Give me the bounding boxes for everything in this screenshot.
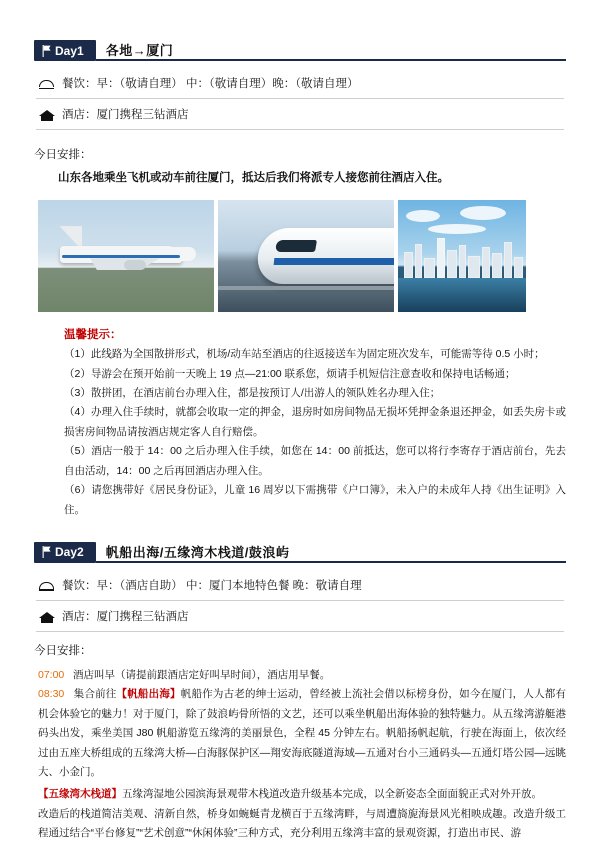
attraction-paragraph (38, 785, 566, 804)
schedule-text: 帆船作为古老的绅士运动，曾经被上流社会借以标榜身份，如今在厦门，人人都有机会体验它的魅力！对于厦门，除了鼓浪屿骨所悟的文艺，还可以乘坐帆船出海体验的独特魅力。从五缘湾游艇港码头出发，乘坐美国 J80 帆船游览五缘湾的美丽景色，全程 45 分钟左右。帆船扬帆起航，行驶在海面上，依次经过由五座大桥组成的五缘湾大桥—白海豚保护区—翔安海底隧道海域—五通对台小三通码头—五通灯塔公园—远眺大、小金门。 (38, 688, 567, 779)
airplane-photo (38, 200, 214, 312)
day1-badge (34, 40, 96, 61)
day1-hotel-text: 酒店：厦门携程三钻酒店 (62, 109, 189, 121)
schedule-time: 08:30 (38, 688, 65, 701)
day2-hotel-row (38, 608, 566, 624)
day1-tips-list (64, 345, 566, 520)
flag-icon (42, 546, 52, 558)
day1-schedule-text: 山东各地乘坐飞机或动车前往厦门，抵达后我们将派专人接您前往酒店入住。 (58, 172, 449, 184)
schedule-time: 07:00 (38, 668, 65, 681)
tip-item: （4）办理入住手续时，就都会收取一定的押金，退房时如房间物品无损坏凭押金条退还押金，如丢失房卡或损害房间物品请按酒店规定客人自行赔偿。 (64, 406, 566, 438)
train-photo (218, 200, 394, 312)
tip-item: （5）酒店一般于 14：00 之后办理入住手续，如您在 14：00 前抵达，您可以将行李寄存于酒店前台，先去自由活动，14：00 之后再回酒店办理入住。 (64, 445, 566, 477)
attraction-link[interactable]: 【帆船出海】 (116, 688, 181, 701)
meal-icon (38, 76, 56, 90)
day2-title: 帆船出海/五缘湾木栈道/鼓浪屿 (96, 542, 566, 563)
day2-divider-2 (36, 631, 564, 632)
day1-badge-label: Day1 (55, 43, 84, 58)
day2-badge-label: Day2 (55, 545, 84, 560)
day1-tips-title: 温馨提示： (64, 329, 122, 342)
meal-icon (38, 578, 56, 592)
day1-divider-1 (36, 98, 564, 99)
tip-item: （1）此线路为全国散拼形式，机场/动车站至酒店的往返接送车为固定班次发车，可能需等待 0.5 小时； (64, 348, 545, 361)
flag-icon (42, 45, 52, 57)
day2-meal-text: 餐饮：早：（酒店自助） 中：厦门本地特色餐 晚：敬请自理 (62, 579, 362, 592)
attraction-link[interactable]: 【五缘湾木栈道】 (38, 788, 122, 801)
schedule-item (38, 666, 566, 685)
day2-meal-row (38, 577, 566, 593)
day2-schedule (38, 666, 566, 844)
day1-schedule-label: 今日安排： (34, 149, 92, 161)
attraction-desc: 五缘湾湿地公园滨海景观带木栈道改造升级基本完成，以全新姿态全面面貌正式对外开放。 (122, 788, 542, 801)
day1-meal-row (38, 75, 566, 91)
schedule-item (38, 685, 566, 782)
day1-header (34, 40, 566, 61)
tip-item: （2）导游会在预开始前一天晚上 19 点—21:00 联系您，烦请手机短信注意查收和保持电话畅通； (64, 367, 516, 380)
day1-meal-text: 餐饮：早：（敬请自理） 中：（敬请自理）晚：（敬请自理） (62, 78, 359, 90)
hotel-icon (38, 107, 56, 121)
tip-item: （3）散拼团，在酒店前台办理入住，都是按预订人/出游人的领队姓名办理入住； (64, 386, 441, 399)
day1-hotel-row (38, 106, 566, 122)
schedule-prefix: 集合前往 (73, 688, 117, 701)
hotel-icon (38, 609, 56, 623)
day1-tips (64, 326, 566, 520)
day2-divider-1 (36, 600, 564, 601)
city-skyline-photo (398, 200, 526, 312)
day1-divider-2 (36, 129, 564, 130)
day1-title: 各地→厦门 (96, 40, 566, 61)
day1-photo-strip (38, 200, 566, 312)
attraction-paragraph-2: 改造后的栈道简洁美观、清新自然，桥身如蜿蜒青龙横百于五缘湾畔，与周遭旖旎海景风光相映成趣。改造升级工程通过结合“平台修复”“艺术创意”“休闲体验”三种方式，充分利用五缘湾丰富的景观资源，打造出市民、游 (38, 807, 566, 840)
day2-badge (34, 542, 96, 563)
day2-schedule-label: 今日安排： (34, 644, 92, 657)
tip-item: （6）请您携带好《居民身份证》，儿童 16 周岁以下需携带《户口簿》，未入户的未成年人持《出生证明》入住。 (64, 484, 566, 516)
day2-hotel-text: 酒店：厦门携程三钻酒店 (62, 610, 189, 623)
schedule-text: 酒店叫早（请提前跟酒店定好叫早时间），酒店用早餐。 (73, 668, 331, 681)
day2-header (34, 542, 566, 563)
